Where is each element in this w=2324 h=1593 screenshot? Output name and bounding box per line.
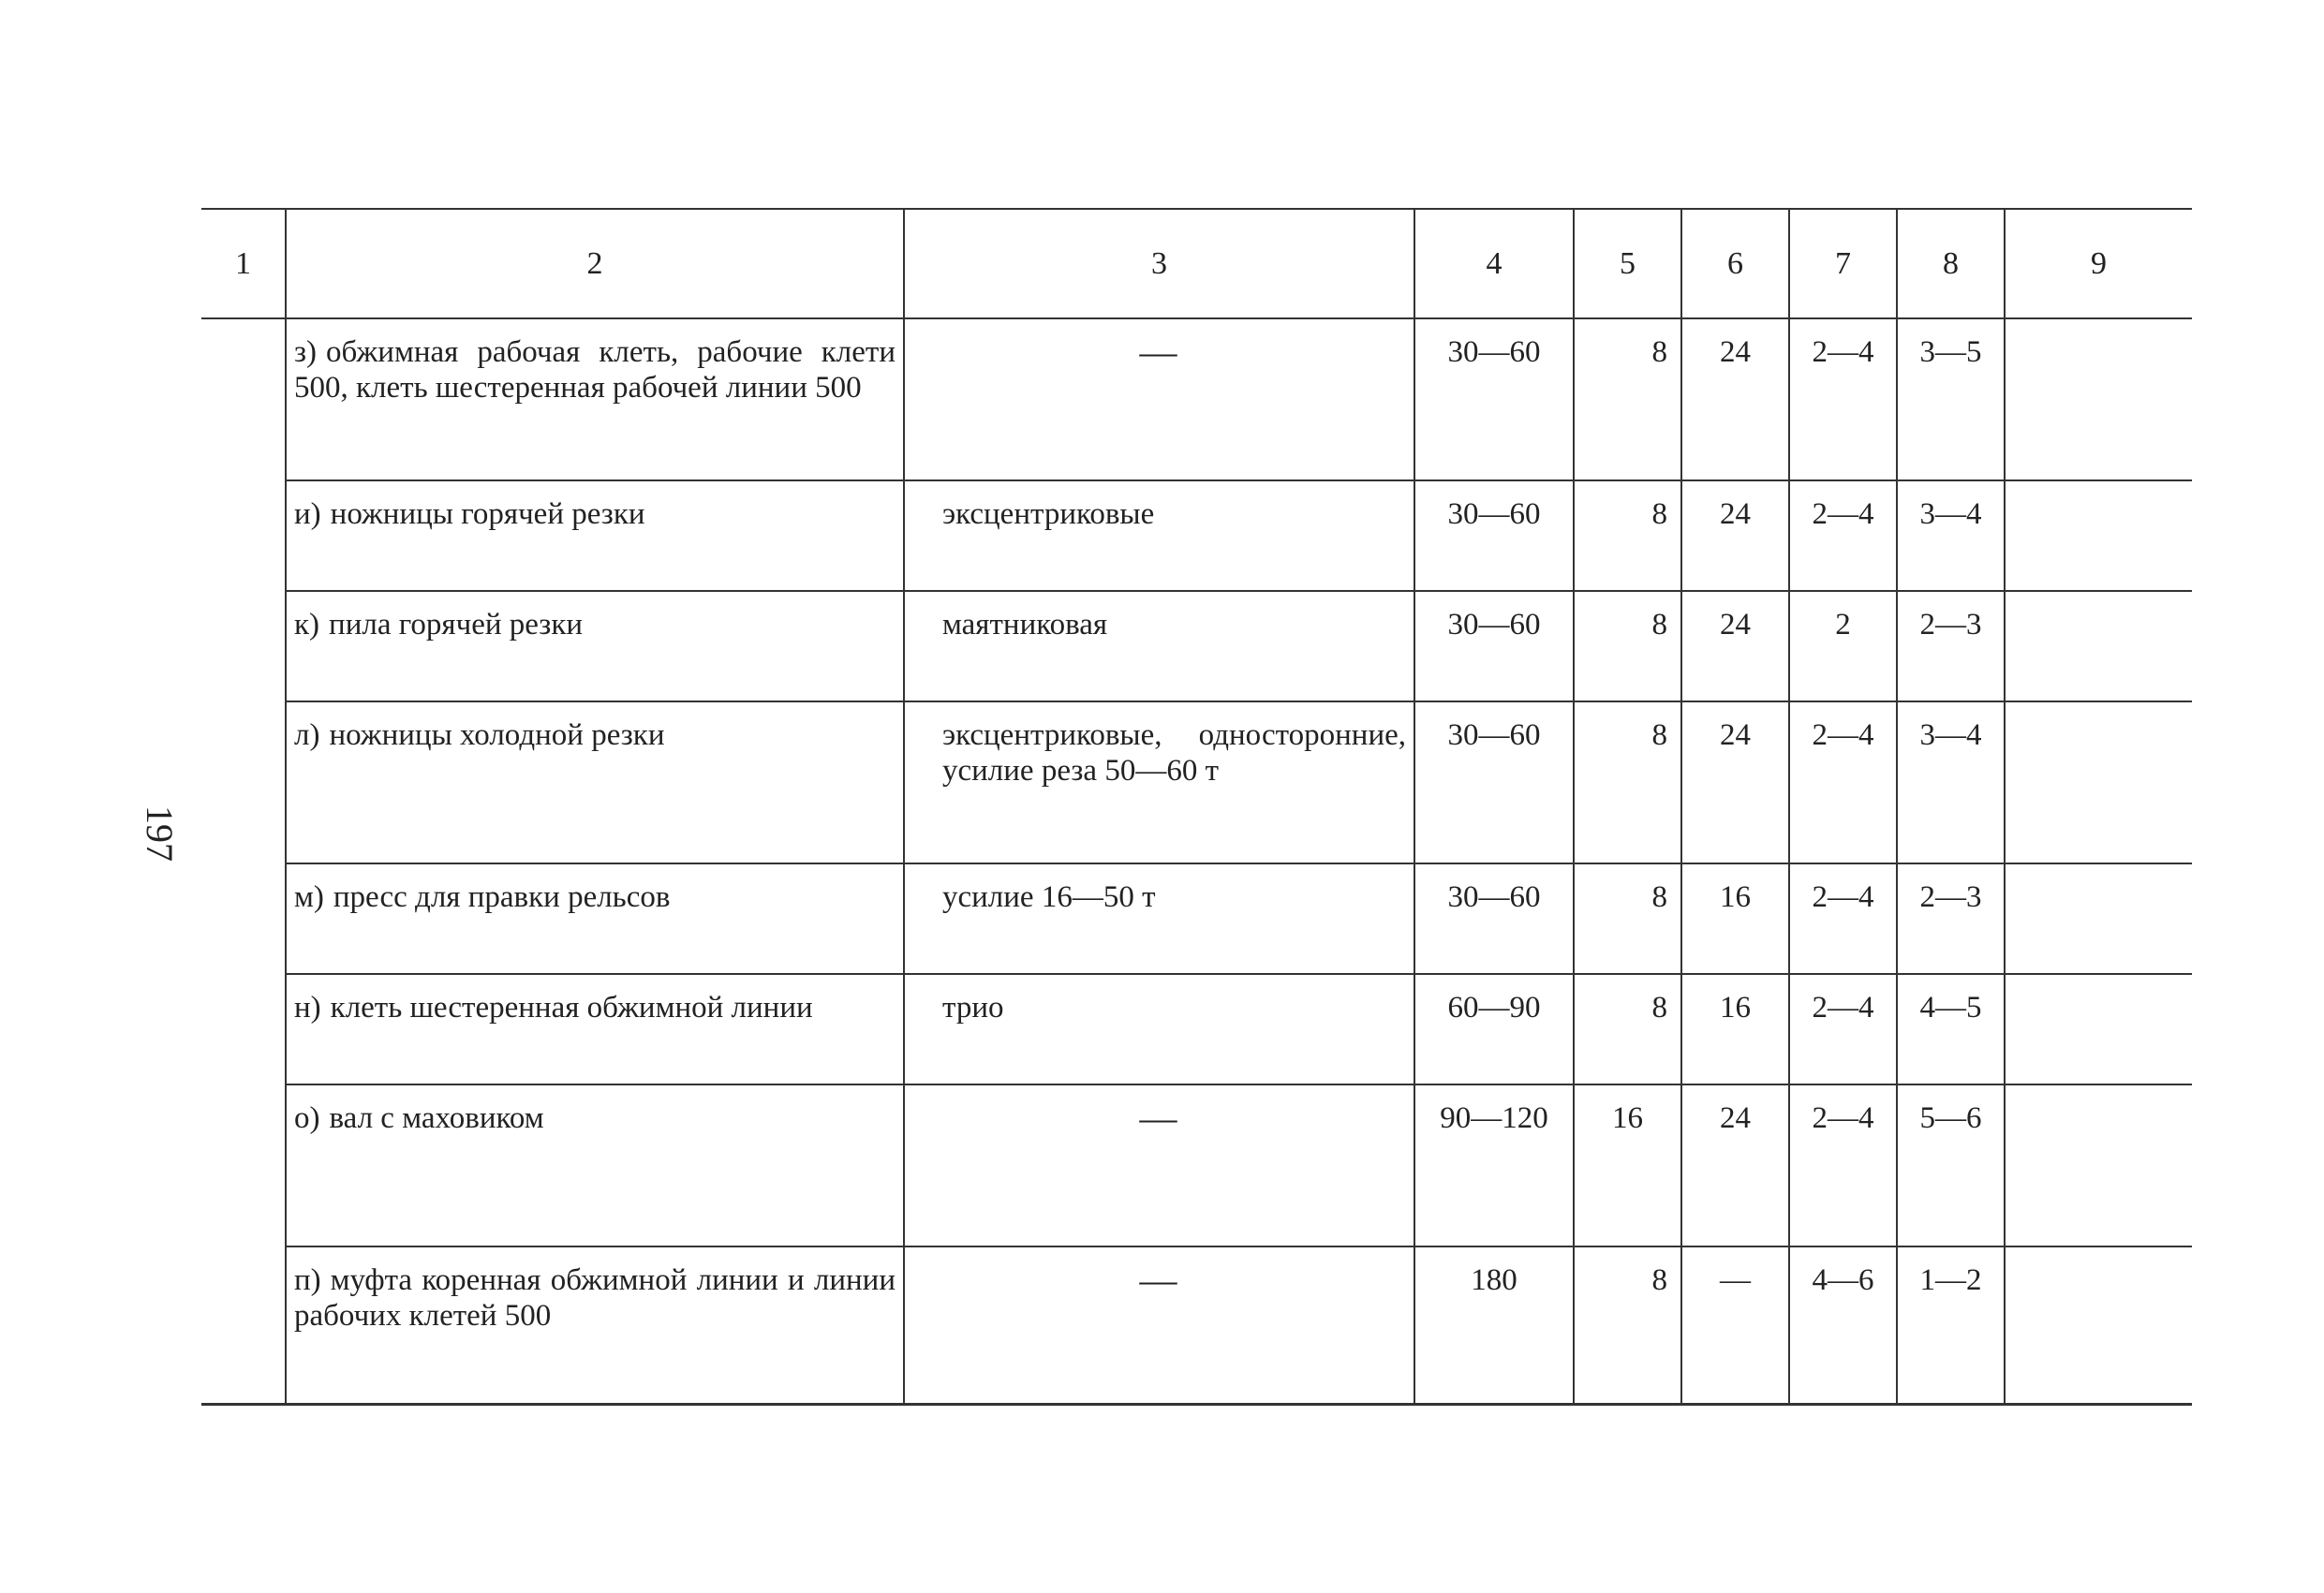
equipment-name bbox=[286, 974, 904, 1084]
equipment-type: эксцентриковые, односторонние, усилие реза 50—60 т bbox=[904, 701, 1414, 863]
value-col-4: 90—120 bbox=[1414, 1084, 1574, 1246]
equipment-name bbox=[286, 480, 904, 591]
equipment-name bbox=[286, 318, 904, 480]
row-col-1 bbox=[201, 318, 286, 480]
equipment-name-text: ножницы холодной резки bbox=[329, 718, 665, 752]
row-letter: м) bbox=[294, 880, 324, 914]
value-col-5: 8 bbox=[1574, 591, 1681, 701]
equipment-type: — bbox=[904, 318, 1414, 480]
equipment-type: — bbox=[904, 1084, 1414, 1246]
value-col-6: — bbox=[1681, 1246, 1789, 1405]
table-row bbox=[201, 974, 2192, 1084]
row-letter: п) bbox=[294, 1263, 321, 1297]
value-col-6: 16 bbox=[1681, 863, 1789, 974]
equipment-type: маятниковая bbox=[904, 591, 1414, 701]
page-number: 197 bbox=[139, 805, 181, 862]
value-col-8: 3—5 bbox=[1897, 318, 2005, 480]
row-col-1 bbox=[201, 863, 286, 974]
value-col-5: 8 bbox=[1574, 318, 1681, 480]
value-col-9 bbox=[2005, 1246, 2192, 1405]
value-col-7: 4—6 bbox=[1789, 1246, 1897, 1405]
equipment-type: — bbox=[904, 1246, 1414, 1405]
equipment-type: усилие 16—50 т bbox=[904, 863, 1414, 974]
value-col-6: 24 bbox=[1681, 701, 1789, 863]
row-col-1 bbox=[201, 701, 286, 863]
value-col-8: 3—4 bbox=[1897, 480, 2005, 591]
value-col-6: 24 bbox=[1681, 318, 1789, 480]
equipment-name-text: пресс для правки рельсов bbox=[333, 880, 671, 914]
value-col-4: 180 bbox=[1414, 1246, 1574, 1405]
value-col-6: 24 bbox=[1681, 1084, 1789, 1246]
row-letter: и) bbox=[294, 497, 321, 531]
header-col-1: 1 bbox=[201, 209, 286, 318]
equipment-repair-table bbox=[201, 208, 2192, 1406]
table-row bbox=[201, 1246, 2192, 1405]
value-col-5: 8 bbox=[1574, 480, 1681, 591]
value-col-7: 2 bbox=[1789, 591, 1897, 701]
table-row bbox=[201, 863, 2192, 974]
value-col-9 bbox=[2005, 701, 2192, 863]
table-row bbox=[201, 1084, 2192, 1246]
equipment-name bbox=[286, 591, 904, 701]
value-col-7: 2—4 bbox=[1789, 701, 1897, 863]
row-col-1 bbox=[201, 480, 286, 591]
value-col-9 bbox=[2005, 974, 2192, 1084]
table-row bbox=[201, 318, 2192, 480]
header-col-6: 6 bbox=[1681, 209, 1789, 318]
equipment-name bbox=[286, 1246, 904, 1405]
value-col-4: 30—60 bbox=[1414, 318, 1574, 480]
equipment-name-text: вал с маховиком bbox=[329, 1101, 544, 1135]
value-col-4: 30—60 bbox=[1414, 863, 1574, 974]
value-col-5: 16 bbox=[1574, 1084, 1681, 1246]
equipment-type: эксцентриковые bbox=[904, 480, 1414, 591]
equipment-name-text: клеть шестеренная обжимной линии bbox=[330, 991, 813, 1025]
value-col-8: 2—3 bbox=[1897, 591, 2005, 701]
header-row bbox=[201, 209, 2192, 318]
equipment-name bbox=[286, 1084, 904, 1246]
value-col-6: 24 bbox=[1681, 591, 1789, 701]
row-col-1 bbox=[201, 974, 286, 1084]
row-letter: о) bbox=[294, 1101, 320, 1135]
row-letter: з) bbox=[294, 335, 318, 369]
header-col-7: 7 bbox=[1789, 209, 1897, 318]
value-col-9 bbox=[2005, 1084, 2192, 1246]
equipment-name bbox=[286, 863, 904, 974]
header-col-5: 5 bbox=[1574, 209, 1681, 318]
header-col-9: 9 bbox=[2005, 209, 2192, 318]
value-col-4: 30—60 bbox=[1414, 701, 1574, 863]
value-col-5: 8 bbox=[1574, 701, 1681, 863]
row-letter: н) bbox=[294, 991, 321, 1025]
equipment-name-text: пила горячей резки bbox=[329, 608, 584, 642]
row-letter: л) bbox=[294, 718, 320, 752]
value-col-9 bbox=[2005, 318, 2192, 480]
header-col-2: 2 bbox=[286, 209, 904, 318]
value-col-7: 2—4 bbox=[1789, 318, 1897, 480]
value-col-5: 8 bbox=[1574, 1246, 1681, 1405]
row-col-1 bbox=[201, 591, 286, 701]
value-col-8: 2—3 bbox=[1897, 863, 2005, 974]
table-row bbox=[201, 480, 2192, 591]
row-letter: к) bbox=[294, 608, 320, 642]
value-col-7: 2—4 bbox=[1789, 480, 1897, 591]
equipment-type: трио bbox=[904, 974, 1414, 1084]
header-col-3: 3 bbox=[904, 209, 1414, 318]
value-col-9 bbox=[2005, 480, 2192, 591]
header-col-4: 4 bbox=[1414, 209, 1574, 318]
equipment-name bbox=[286, 701, 904, 863]
equipment-name-text: ножницы горячей резки bbox=[330, 497, 645, 531]
row-col-1 bbox=[201, 1246, 286, 1405]
value-col-8: 4—5 bbox=[1897, 974, 2005, 1084]
value-col-7: 2—4 bbox=[1789, 974, 1897, 1084]
value-col-7: 2—4 bbox=[1789, 863, 1897, 974]
value-col-9 bbox=[2005, 863, 2192, 974]
value-col-7: 2—4 bbox=[1789, 1084, 1897, 1246]
table-row bbox=[201, 591, 2192, 701]
equipment-name-text: муфта коренная обжимной линии и линии рабочих клетей 500 bbox=[294, 1263, 896, 1333]
value-col-8: 3—4 bbox=[1897, 701, 2005, 863]
value-col-8: 1—2 bbox=[1897, 1246, 2005, 1405]
table-row bbox=[201, 701, 2192, 863]
equipment-name-text: обжимная рабочая клеть, рабочие клети 500, клеть шестеренная рабочей линии 500 bbox=[294, 335, 896, 405]
value-col-8: 5—6 bbox=[1897, 1084, 2005, 1246]
value-col-9 bbox=[2005, 591, 2192, 701]
value-col-6: 16 bbox=[1681, 974, 1789, 1084]
value-col-5: 8 bbox=[1574, 974, 1681, 1084]
value-col-4: 30—60 bbox=[1414, 591, 1574, 701]
value-col-5: 8 bbox=[1574, 863, 1681, 974]
header-col-8: 8 bbox=[1897, 209, 2005, 318]
value-col-4: 30—60 bbox=[1414, 480, 1574, 591]
value-col-4: 60—90 bbox=[1414, 974, 1574, 1084]
row-col-1 bbox=[201, 1084, 286, 1246]
value-col-6: 24 bbox=[1681, 480, 1789, 591]
